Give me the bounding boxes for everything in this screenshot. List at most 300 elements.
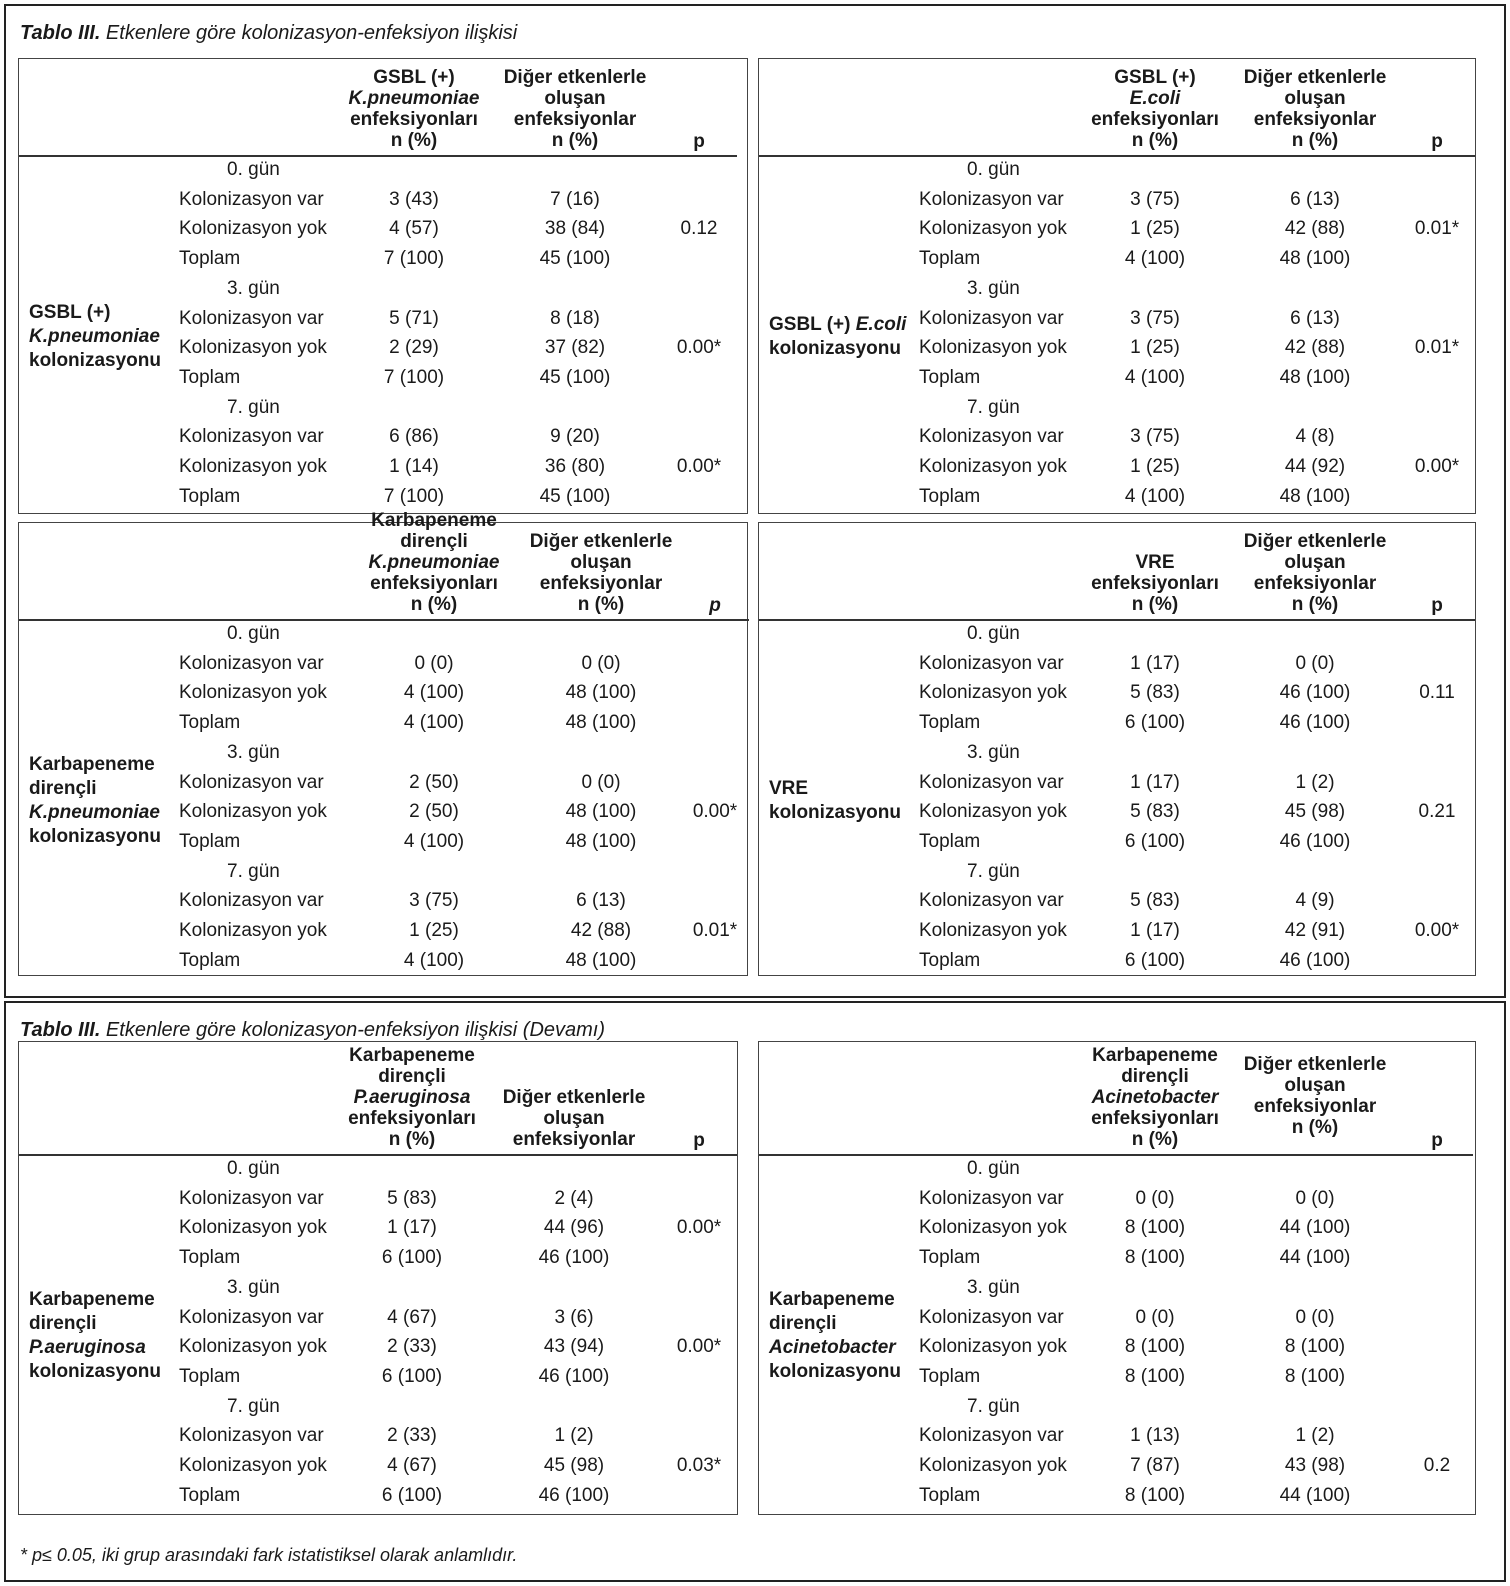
header-line: enfeksiyonlar bbox=[1253, 573, 1377, 594]
cell-other-n: 42 (88) bbox=[1284, 218, 1346, 240]
day-label: 3. gün bbox=[967, 277, 1020, 299]
header-rule bbox=[19, 619, 749, 621]
organism-line: kolonizasyonu bbox=[769, 338, 901, 360]
header-p-value: p bbox=[693, 1130, 705, 1151]
cell-other-n: 7 (16) bbox=[550, 188, 600, 210]
header-line: enfeksiyonlar bbox=[539, 573, 663, 594]
header-line: Acinetobacter bbox=[1091, 1087, 1219, 1108]
cell-p-value: 0.00* bbox=[676, 456, 722, 477]
cell-other-n: 45 (100) bbox=[539, 366, 611, 388]
cell-other-n: 6 (13) bbox=[1290, 307, 1340, 329]
day-label: 3. gün bbox=[227, 1276, 280, 1298]
row-label: Kolonizasyon yok bbox=[179, 801, 327, 823]
cell-other-n: 1 (2) bbox=[1295, 1425, 1335, 1447]
cell-group-n: 1 (25) bbox=[1130, 218, 1180, 240]
cell-group-n: 1 (25) bbox=[1130, 337, 1180, 359]
cell-other-n: 0 (0) bbox=[1295, 1306, 1335, 1328]
header-line: n (%) bbox=[1291, 1117, 1339, 1138]
header-line: oluşan bbox=[544, 88, 606, 109]
cell-group-n: 1 (25) bbox=[1130, 456, 1180, 477]
day-label: 3. gün bbox=[227, 277, 280, 299]
cell-group-n: 5 (83) bbox=[1130, 890, 1180, 912]
header-line: GSBL (+) bbox=[373, 67, 455, 88]
row-label: Toplam bbox=[919, 712, 981, 734]
cell-other-n: 43 (98) bbox=[1284, 1455, 1346, 1476]
header-line: Karbapeneme bbox=[1092, 1045, 1218, 1066]
cell-other-n: 4 (9) bbox=[1295, 890, 1335, 912]
row-label: Toplam bbox=[919, 248, 981, 270]
header-p-value: p bbox=[709, 595, 721, 616]
header-rule bbox=[759, 619, 1475, 621]
header-line: enfeksiyonları bbox=[370, 573, 498, 594]
cell-group-n: 6 (100) bbox=[381, 1484, 443, 1506]
cell-p-value: 0.00* bbox=[692, 801, 738, 823]
cell-other-n: 46 (100) bbox=[538, 1365, 610, 1387]
row-label: Kolonizasyon yok bbox=[179, 1336, 327, 1358]
header-p-value: p bbox=[1431, 595, 1443, 616]
row-label: Toplam bbox=[919, 366, 981, 388]
cell-group-n: 3 (43) bbox=[389, 188, 439, 210]
row-label: Toplam bbox=[919, 949, 981, 971]
cell-p-value: 0.21 bbox=[1418, 801, 1456, 823]
cell-other-n: 9 (20) bbox=[550, 426, 600, 448]
cell-group-n: 6 (100) bbox=[1124, 949, 1186, 971]
header-line: enfeksiyonlar bbox=[512, 1129, 636, 1150]
header-line: n (%) bbox=[1131, 594, 1179, 615]
header-line: Karbapeneme bbox=[349, 1045, 475, 1066]
row-label: Kolonizasyon yok bbox=[179, 218, 327, 240]
day-label: 0. gün bbox=[227, 1158, 280, 1179]
cell-group-n: 8 (100) bbox=[1124, 1247, 1186, 1269]
header-rule bbox=[759, 1154, 1473, 1156]
cell-other-n: 46 (100) bbox=[1279, 830, 1351, 852]
row-label: Kolonizasyon yok bbox=[919, 801, 1067, 823]
day-label: 0. gün bbox=[967, 1158, 1020, 1179]
cell-group-n: 4 (100) bbox=[403, 712, 465, 734]
cell-group-n: 2 (50) bbox=[409, 771, 459, 793]
table-frame-2 bbox=[4, 1001, 1506, 1582]
row-label: Kolonizasyon var bbox=[179, 188, 324, 210]
row-label: Toplam bbox=[919, 830, 981, 852]
header-line: n (%) bbox=[388, 1129, 436, 1150]
cell-p-value: 0.00* bbox=[676, 337, 722, 359]
row-label: Toplam bbox=[179, 1247, 241, 1269]
row-label: Kolonizasyon var bbox=[919, 307, 1064, 329]
organism-line: Karbapeneme bbox=[769, 1289, 895, 1311]
cell-group-n: 7 (100) bbox=[383, 485, 445, 507]
row-label: Kolonizasyon yok bbox=[919, 1455, 1067, 1476]
header-col-other-infections bbox=[1225, 531, 1405, 615]
header-col-group-infections bbox=[332, 1045, 492, 1150]
header-line: K.pneumoniae bbox=[348, 88, 480, 109]
row-label: Kolonizasyon yok bbox=[919, 682, 1067, 704]
cell-group-n: 4 (67) bbox=[387, 1306, 437, 1328]
cell-group-n: 3 (75) bbox=[1130, 426, 1180, 448]
header-line: dirençli bbox=[378, 1066, 446, 1087]
cell-group-n: 8 (100) bbox=[1124, 1336, 1186, 1358]
cell-group-n: 4 (100) bbox=[1124, 485, 1186, 507]
row-label: Kolonizasyon var bbox=[179, 1187, 324, 1209]
panel-karbapenem-acinetobacter bbox=[758, 1041, 1476, 1515]
row-label: Kolonizasyon var bbox=[179, 771, 324, 793]
cell-group-n: 5 (83) bbox=[1130, 801, 1180, 823]
cell-group-n: 5 (71) bbox=[389, 307, 439, 329]
cell-other-n: 8 (100) bbox=[1284, 1336, 1346, 1358]
cell-group-n: 4 (100) bbox=[403, 949, 465, 971]
header-p-value: p bbox=[1431, 131, 1443, 152]
header-line: enfeksiyonlar bbox=[1253, 1096, 1377, 1117]
day-label: 7. gün bbox=[967, 860, 1020, 882]
row-label: Kolonizasyon var bbox=[919, 1306, 1064, 1328]
cell-other-n: 3 (6) bbox=[554, 1306, 594, 1328]
day-label: 7. gün bbox=[967, 1395, 1020, 1417]
organism-line: K.pneumoniae bbox=[29, 802, 160, 824]
header-col-other-infections bbox=[1225, 1054, 1405, 1138]
cell-other-n: 48 (100) bbox=[1279, 248, 1351, 270]
cell-group-n: 1 (13) bbox=[1130, 1425, 1180, 1447]
table-caption-continued: Tablo III. Etkenlere göre kolonizasyon-enfeksiyon ilişkisi (Devamı) bbox=[20, 1019, 606, 1041]
row-label: Kolonizasyon var bbox=[179, 426, 324, 448]
organism-line: Karbapeneme bbox=[29, 754, 155, 776]
cell-p-value: 0.00* bbox=[676, 1336, 722, 1358]
row-label: Kolonizasyon var bbox=[179, 1306, 324, 1328]
header-col-group-infections bbox=[1075, 552, 1235, 615]
row-label: Toplam bbox=[179, 830, 241, 852]
cell-p-value: 0.11 bbox=[1419, 682, 1455, 704]
cell-group-n: 4 (100) bbox=[403, 830, 465, 852]
header-line: n (%) bbox=[577, 594, 625, 615]
panel-gsbl-kpneumoniae bbox=[18, 58, 748, 514]
organism-prefix: GSBL (+) bbox=[769, 314, 856, 336]
header-line: n (%) bbox=[1291, 130, 1339, 151]
cell-other-n: 48 (100) bbox=[1279, 485, 1351, 507]
cell-p-value: 0.01* bbox=[1414, 337, 1460, 359]
cell-other-n: 46 (100) bbox=[1279, 712, 1351, 734]
cell-other-n: 0 (0) bbox=[1295, 652, 1335, 674]
row-label: Toplam bbox=[919, 485, 981, 507]
cell-p-value: 0.03* bbox=[676, 1455, 722, 1476]
panel-gsbl-ecoli bbox=[758, 58, 1476, 514]
header-line: n (%) bbox=[1131, 130, 1179, 151]
row-label: Kolonizasyon var bbox=[919, 188, 1064, 210]
row-label: Kolonizasyon var bbox=[179, 652, 324, 674]
cell-group-n: 1 (17) bbox=[1130, 920, 1180, 941]
row-label: Toplam bbox=[179, 1365, 241, 1387]
row-label: Kolonizasyon var bbox=[919, 652, 1064, 674]
organism-line: Karbapeneme bbox=[29, 1289, 155, 1311]
cell-other-n: 44 (92) bbox=[1284, 456, 1346, 477]
cell-group-n: 8 (100) bbox=[1124, 1365, 1186, 1387]
panel-vre bbox=[758, 522, 1476, 976]
cell-other-n: 8 (100) bbox=[1284, 1365, 1346, 1387]
cell-group-n: 6 (100) bbox=[1124, 830, 1186, 852]
cell-other-n: 46 (100) bbox=[1279, 682, 1351, 704]
header-line: oluşan bbox=[1284, 552, 1346, 573]
header-col-group-infections bbox=[1075, 1045, 1235, 1150]
cell-other-n: 46 (100) bbox=[538, 1484, 610, 1506]
header-line: enfeksiyonları bbox=[1091, 1108, 1219, 1129]
cell-other-n: 45 (98) bbox=[543, 1455, 605, 1476]
header-line: enfeksiyonlar bbox=[1253, 109, 1377, 130]
header-rule bbox=[19, 1154, 737, 1156]
cell-p-value: 0.2 bbox=[1423, 1455, 1451, 1476]
cell-other-n: 48 (100) bbox=[565, 682, 637, 704]
row-label: Kolonizasyon yok bbox=[179, 920, 327, 941]
header-line: oluşan bbox=[1284, 1075, 1346, 1096]
cell-group-n: 4 (57) bbox=[389, 218, 439, 240]
cell-other-n: 0 (0) bbox=[1295, 1187, 1335, 1209]
organism-line: kolonizasyonu bbox=[769, 802, 901, 824]
cell-p-value: 0.01* bbox=[692, 920, 738, 941]
cell-other-n: 6 (13) bbox=[576, 890, 626, 912]
day-label: 7. gün bbox=[227, 860, 280, 882]
row-label: Kolonizasyon yok bbox=[919, 218, 1067, 240]
cell-other-n: 44 (100) bbox=[1279, 1247, 1351, 1269]
header-line: dirençli bbox=[1121, 1066, 1189, 1087]
organism-species: E.coli bbox=[855, 314, 907, 336]
cell-group-n: 1 (17) bbox=[1130, 771, 1180, 793]
header-rule bbox=[759, 155, 1475, 157]
cell-other-n: 44 (96) bbox=[543, 1217, 605, 1239]
organism-line: kolonizasyonu bbox=[769, 1361, 901, 1383]
header-col-other-infections bbox=[1225, 67, 1405, 151]
row-label: Kolonizasyon yok bbox=[179, 1455, 327, 1476]
row-label: Toplam bbox=[919, 1484, 981, 1506]
cell-group-n: 2 (33) bbox=[387, 1425, 437, 1447]
header-line: Diğer etkenlerle bbox=[1243, 67, 1387, 88]
cell-group-n: 1 (17) bbox=[1130, 652, 1180, 674]
organism-line: P.aeruginosa bbox=[29, 1337, 146, 1359]
cell-p-value: 0.12 bbox=[680, 218, 718, 240]
cell-group-n: 1 (25) bbox=[409, 920, 459, 941]
cell-group-n: 3 (75) bbox=[409, 890, 459, 912]
organism-line: VRE bbox=[769, 778, 809, 800]
organism-label bbox=[769, 777, 901, 825]
header-line: K.pneumoniae bbox=[368, 552, 500, 573]
cell-other-n: 48 (100) bbox=[1279, 366, 1351, 388]
cell-p-value: 0.01* bbox=[1414, 218, 1460, 240]
footnote: * p≤ 0.05, iki grup arasındaki fark istatistiksel olarak anlamlıdır. bbox=[20, 1545, 518, 1565]
cell-other-n: 48 (100) bbox=[565, 712, 637, 734]
cell-group-n: 4 (100) bbox=[403, 682, 465, 704]
cell-group-n: 4 (100) bbox=[1124, 366, 1186, 388]
row-label: Kolonizasyon var bbox=[919, 1425, 1064, 1447]
table-caption: Tablo III. Etkenlere göre kolonizasyon-enfeksiyon ilişkisi bbox=[20, 22, 518, 44]
day-label: 0. gün bbox=[227, 159, 280, 180]
cell-other-n: 37 (82) bbox=[544, 337, 606, 359]
organism-line: dirençli bbox=[29, 778, 97, 800]
day-label: 7. gün bbox=[227, 396, 280, 418]
cell-p-value: 0.00* bbox=[676, 1217, 722, 1239]
header-col-other-infections bbox=[485, 67, 665, 151]
header-line: n (%) bbox=[551, 130, 599, 151]
cell-other-n: 38 (84) bbox=[544, 218, 606, 240]
cell-group-n: 6 (100) bbox=[381, 1247, 443, 1269]
header-line: Diğer etkenlerle bbox=[529, 531, 673, 552]
header-rule bbox=[19, 155, 737, 157]
header-line: E.coli bbox=[1129, 88, 1181, 109]
row-label: Kolonizasyon var bbox=[179, 1425, 324, 1447]
cell-other-n: 48 (100) bbox=[565, 801, 637, 823]
header-line: Diğer etkenlerle bbox=[1243, 531, 1387, 552]
header-line: oluşan bbox=[543, 1108, 605, 1129]
header-line: enfeksiyonları bbox=[350, 109, 478, 130]
row-label: Kolonizasyon yok bbox=[919, 920, 1067, 941]
cell-other-n: 2 (4) bbox=[554, 1187, 594, 1209]
cell-other-n: 42 (88) bbox=[1284, 337, 1346, 359]
organism-line: K.pneumoniae bbox=[29, 326, 160, 348]
row-label: Kolonizasyon var bbox=[919, 1187, 1064, 1209]
header-line: VRE bbox=[1135, 552, 1175, 573]
cell-group-n: 6 (86) bbox=[389, 426, 439, 448]
organism-label bbox=[769, 313, 906, 361]
header-col-group-infections bbox=[334, 67, 494, 151]
organism-line: kolonizasyonu bbox=[29, 1361, 161, 1383]
cell-other-n: 45 (100) bbox=[539, 248, 611, 270]
organism-line: kolonizasyonu bbox=[29, 350, 161, 372]
cell-other-n: 46 (100) bbox=[1279, 949, 1351, 971]
row-label: Kolonizasyon var bbox=[919, 771, 1064, 793]
cell-group-n: 2 (33) bbox=[387, 1336, 437, 1358]
header-line: enfeksiyonları bbox=[348, 1108, 476, 1129]
header-line: enfeksiyonlar bbox=[513, 109, 637, 130]
row-label: Kolonizasyon yok bbox=[179, 1217, 327, 1239]
day-label: 0. gün bbox=[967, 623, 1020, 644]
cell-group-n: 5 (83) bbox=[387, 1187, 437, 1209]
header-line: Diğer etkenlerle bbox=[502, 1087, 646, 1108]
organism-line: dirençli bbox=[769, 1313, 837, 1335]
header-line: Diğer etkenlerle bbox=[503, 67, 647, 88]
cell-other-n: 36 (80) bbox=[544, 456, 606, 477]
cell-other-n: 1 (2) bbox=[1295, 771, 1335, 793]
cell-other-n: 8 (18) bbox=[550, 307, 600, 329]
day-label: 7. gün bbox=[967, 396, 1020, 418]
panel-karbapenem-paeruginosa bbox=[18, 1041, 738, 1515]
row-label: Toplam bbox=[919, 1365, 981, 1387]
header-p-value: p bbox=[693, 131, 705, 152]
header-line: GSBL (+) bbox=[1114, 67, 1196, 88]
cell-other-n: 45 (98) bbox=[1284, 801, 1346, 823]
row-label: Kolonizasyon yok bbox=[179, 682, 327, 704]
header-col-group-infections bbox=[1075, 67, 1235, 151]
row-label: Kolonizasyon yok bbox=[919, 1336, 1067, 1358]
header-line: oluşan bbox=[570, 552, 632, 573]
header-line: P.aeruginosa bbox=[353, 1087, 471, 1108]
cell-group-n: 7 (100) bbox=[383, 248, 445, 270]
header-line: Karbapeneme bbox=[371, 510, 497, 531]
cell-group-n: 6 (100) bbox=[381, 1365, 443, 1387]
cell-other-n: 6 (13) bbox=[1290, 188, 1340, 210]
cell-p-value: 0.00* bbox=[1414, 920, 1460, 941]
row-label: Kolonizasyon yok bbox=[919, 456, 1067, 477]
day-label: 3. gün bbox=[227, 741, 280, 763]
cell-group-n: 4 (67) bbox=[387, 1455, 437, 1476]
cell-group-n: 1 (14) bbox=[389, 456, 439, 477]
cell-group-n: 3 (75) bbox=[1130, 307, 1180, 329]
row-label: Kolonizasyon var bbox=[179, 307, 324, 329]
header-line: n (%) bbox=[1291, 594, 1339, 615]
cell-group-n: 1 (17) bbox=[387, 1217, 437, 1239]
cell-group-n: 7 (100) bbox=[383, 366, 445, 388]
organism-label bbox=[29, 301, 161, 373]
cell-other-n: 0 (0) bbox=[581, 652, 621, 674]
header-line: n (%) bbox=[390, 130, 438, 151]
header-col-other-infections bbox=[484, 1087, 664, 1150]
organism-label bbox=[29, 753, 161, 849]
cell-group-n: 3 (75) bbox=[1130, 188, 1180, 210]
row-label: Toplam bbox=[179, 712, 241, 734]
row-label: Toplam bbox=[179, 949, 241, 971]
cell-group-n: 0 (0) bbox=[414, 652, 454, 674]
organism-line: GSBL (+) bbox=[29, 302, 111, 324]
row-label: Toplam bbox=[179, 1484, 241, 1506]
day-label: 3. gün bbox=[967, 1276, 1020, 1298]
cell-group-n: 2 (29) bbox=[389, 337, 439, 359]
header-line: Diğer etkenlerle bbox=[1243, 1054, 1387, 1075]
cell-other-n: 4 (8) bbox=[1295, 426, 1335, 448]
cell-group-n: 5 (83) bbox=[1130, 682, 1180, 704]
cell-p-value: 0.00* bbox=[1414, 456, 1460, 477]
cell-other-n: 43 (94) bbox=[543, 1336, 605, 1358]
header-col-group-infections bbox=[354, 510, 514, 615]
cell-group-n: 2 (50) bbox=[409, 801, 459, 823]
header-line: enfeksiyonları bbox=[1091, 573, 1219, 594]
header-line: n (%) bbox=[410, 594, 458, 615]
header-p-value: p bbox=[1431, 1130, 1443, 1151]
cell-other-n: 45 (100) bbox=[539, 485, 611, 507]
header-col-other-infections bbox=[511, 531, 691, 615]
cell-group-n: 7 (87) bbox=[1130, 1455, 1180, 1476]
row-label: Kolonizasyon var bbox=[919, 890, 1064, 912]
row-label: Toplam bbox=[179, 248, 241, 270]
row-label: Kolonizasyon yok bbox=[919, 337, 1067, 359]
row-label: Kolonizasyon var bbox=[919, 426, 1064, 448]
day-label: 0. gün bbox=[967, 159, 1020, 180]
organism-label bbox=[29, 1288, 161, 1384]
day-label: 3. gün bbox=[967, 741, 1020, 763]
row-label: Toplam bbox=[179, 366, 241, 388]
row-label: Kolonizasyon yok bbox=[919, 1217, 1067, 1239]
header-line: enfeksiyonları bbox=[1091, 109, 1219, 130]
row-label: Kolonizasyon yok bbox=[179, 456, 327, 477]
cell-other-n: 44 (100) bbox=[1279, 1484, 1351, 1506]
cell-other-n: 48 (100) bbox=[565, 830, 637, 852]
row-label: Toplam bbox=[919, 1247, 981, 1269]
organism-line: kolonizasyonu bbox=[29, 826, 161, 848]
organism-line bbox=[769, 313, 906, 337]
panel-karbapenem-kpneumoniae bbox=[18, 510, 748, 976]
cell-group-n: 4 (100) bbox=[1124, 248, 1186, 270]
day-label: 0. gün bbox=[227, 623, 280, 644]
cell-group-n: 6 (100) bbox=[1124, 712, 1186, 734]
cell-other-n: 0 (0) bbox=[581, 771, 621, 793]
header-line: oluşan bbox=[1284, 88, 1346, 109]
day-label: 7. gün bbox=[227, 1395, 280, 1417]
cell-group-n: 0 (0) bbox=[1135, 1187, 1175, 1209]
table-frame-1 bbox=[4, 4, 1506, 998]
organism-line: dirençli bbox=[29, 1313, 97, 1335]
cell-other-n: 42 (91) bbox=[1284, 920, 1346, 941]
row-label: Kolonizasyon var bbox=[179, 890, 324, 912]
row-label: Toplam bbox=[179, 485, 241, 507]
cell-other-n: 46 (100) bbox=[538, 1247, 610, 1269]
organism-line: Acinetobacter bbox=[769, 1337, 896, 1359]
cell-other-n: 44 (100) bbox=[1279, 1217, 1351, 1239]
header-line: n (%) bbox=[1131, 1129, 1179, 1150]
cell-group-n: 0 (0) bbox=[1135, 1306, 1175, 1328]
cell-other-n: 48 (100) bbox=[565, 949, 637, 971]
cell-other-n: 42 (88) bbox=[570, 920, 632, 941]
